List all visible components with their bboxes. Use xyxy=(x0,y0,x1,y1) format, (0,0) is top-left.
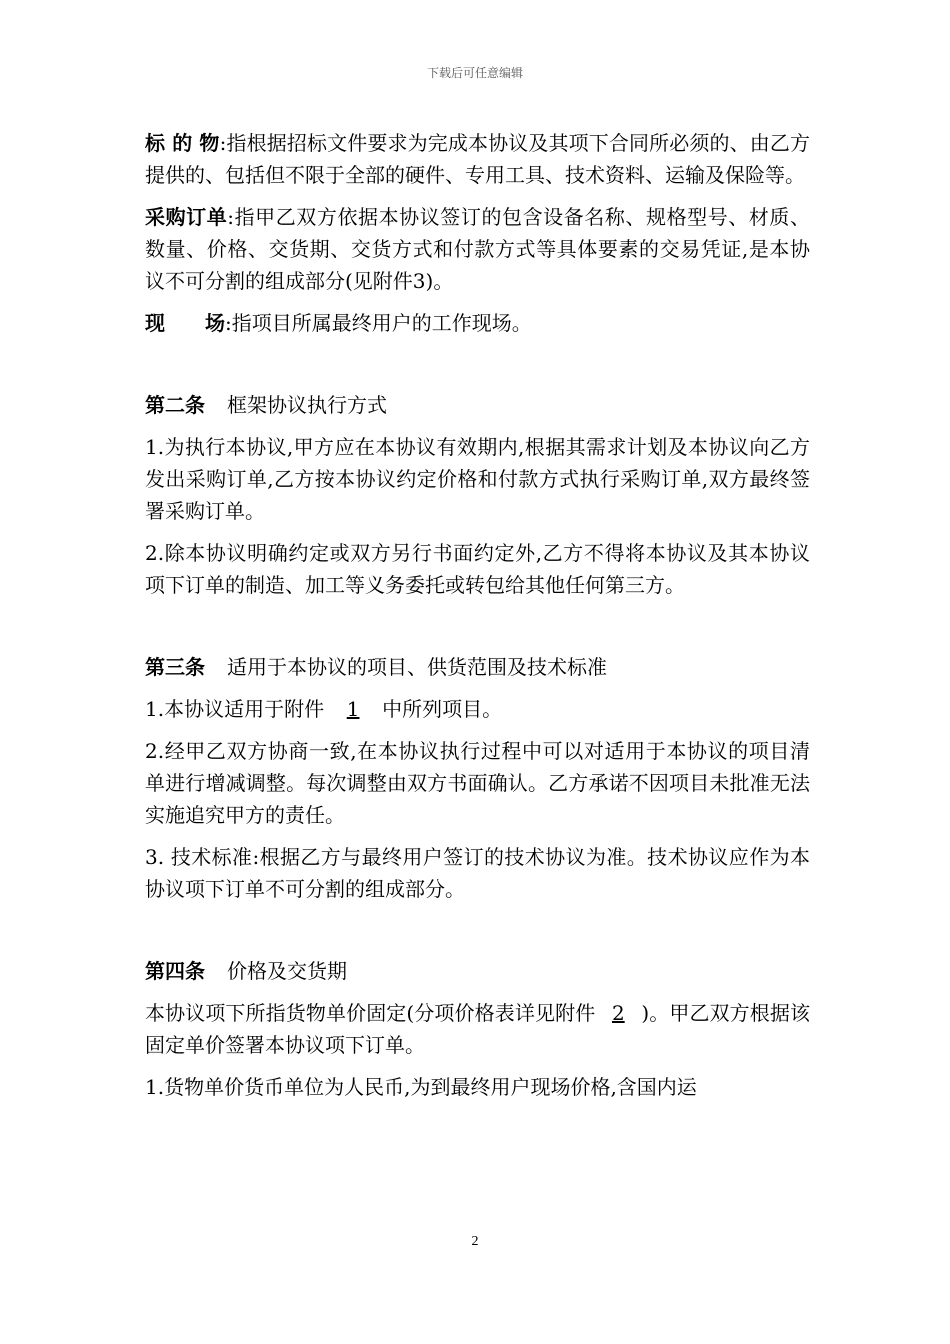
clause-text: )。甲乙双方根据该固定单价签署本协议项下订单。 xyxy=(145,1001,810,1057)
definition-item xyxy=(145,127,810,191)
article-title: 价格及交货期 xyxy=(227,959,347,983)
article-number: 第三条 xyxy=(145,655,205,679)
clause-text: 1.本协议适用于附件 xyxy=(145,697,325,721)
definition-text: 指项目所属最终用户的工作现场。 xyxy=(231,311,532,335)
article-heading xyxy=(145,955,810,987)
clause: 1.为执行本协议,甲方应在本协议有效期内,根据其需求计划及本协议向乙方发出采购订单,乙方按本协议约定价格和付款方式执行采购订单,双方最终签署采购订单。 xyxy=(145,435,810,523)
definition-text: 指根据招标文件要求为完成本协议及其项下合同所必须的、由乙方提供的、包括但不限于全部的硬件、专用工具、技术资料、运输及保险等。 xyxy=(145,131,810,187)
clause: 1.货物单价货币单位为人民币,为到最终用户现场价格,含国内运 xyxy=(145,1075,697,1099)
definition-colon: : xyxy=(225,311,232,335)
article-number: 第二条 xyxy=(145,393,205,417)
definition-term: 采购订单 xyxy=(145,205,228,229)
article-title: 适用于本协议的项目、供货范围及技术标准 xyxy=(227,655,607,679)
definition-text: 指甲乙双方依据本协议签订的包含设备名称、规格型号、材质、数量、价格、交货期、交货方式和付款方式等具体要素的交易凭证,是本协议不可分割的组成部分(见附件3)。 xyxy=(145,205,810,293)
clause xyxy=(145,693,810,725)
fill-blank: 1 xyxy=(346,697,360,721)
definition-item xyxy=(145,201,810,297)
clause: 2.除本协议明确约定或双方另行书面约定外,乙方不得将本协议及其本协议项下订单的制造、加工等义务委托或转包给其他任何第三方。 xyxy=(145,541,810,597)
page-header: 下载后可任意编辑 xyxy=(426,66,523,80)
clause: 2.经甲乙双方协商一致,在本协议执行过程中可以对适用于本协议的项目清单进行增减调整。每次调整由双方书面确认。乙方承诺不因项目未批准无法实施追究甲方的责任。 xyxy=(145,739,810,827)
fill-blank: 2 xyxy=(611,1001,625,1025)
clause-text: 本协议项下所指货物单价固定(分项价格表详见附件 xyxy=(145,1001,596,1025)
clause: 3. 技术标准:根据乙方与最终用户签订的技术协议为准。技术协议应作为本协议项下订单不可分割的组成部分。 xyxy=(145,845,810,901)
definition-colon: : xyxy=(227,205,235,229)
definition-colon: : xyxy=(219,131,227,155)
definition-term: 标 的 物 xyxy=(145,131,220,155)
article-heading xyxy=(145,651,810,683)
clause-text: 中所列项目。 xyxy=(382,697,503,721)
article-title: 框架协议执行方式 xyxy=(227,393,387,417)
definition-term: 现 场 xyxy=(145,311,225,335)
document-body xyxy=(145,127,810,1113)
clause xyxy=(145,997,810,1061)
definition-item xyxy=(145,307,810,339)
page-number: 2 xyxy=(471,1234,479,1249)
article-heading xyxy=(145,389,810,421)
article-number: 第四条 xyxy=(145,959,205,983)
